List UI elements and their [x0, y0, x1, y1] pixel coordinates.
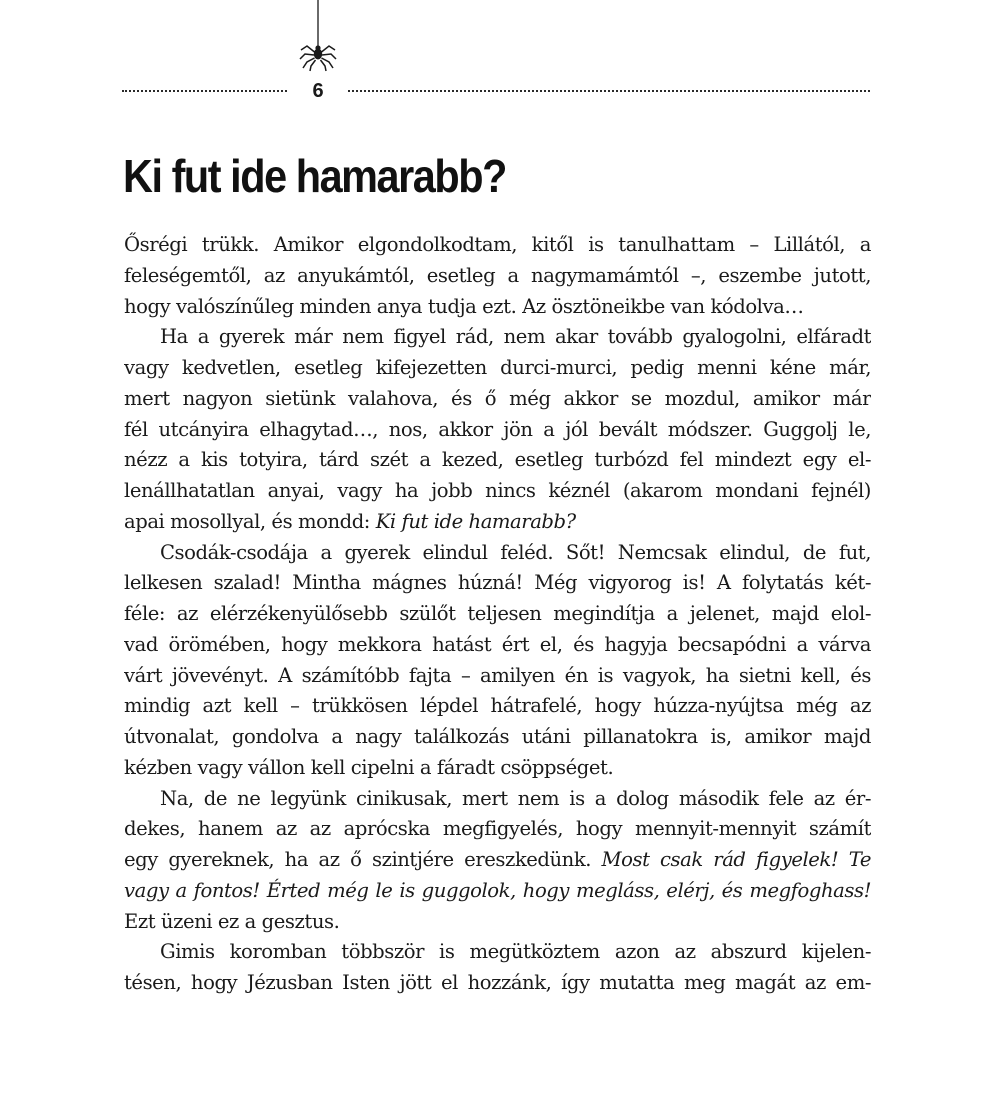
text-line: feleségemtől, az anyukámtól, esetleg a nagymamámtól –, eszembe jutott,	[124, 263, 871, 287]
text-line: Csodák-csodája a gyerek elindul feléd. Sőt! Nemcsak elindul, de fut,	[160, 540, 871, 564]
plain-text: egy gyereknek, ha az ő szintjére ereszkedünk.	[124, 848, 602, 871]
text-line: vad örömében, hogy mekkora hatást ért el, és hagyja becsapódni a várva	[124, 632, 871, 656]
text-line: fél utcányira elhagytad…, nos, akkor jön a jól bevált módszer. Guggolj le,	[124, 417, 871, 441]
text-line: kézben vagy vállon kell cipelni a fáradt csöppséget.	[124, 755, 614, 779]
italic-text: Ki fut ide hamarabb?	[375, 509, 576, 533]
chapter-title: Ki fut ide hamarabb?	[123, 150, 506, 202]
text-line: Na, de ne legyünk cinikusak, mert nem is a dolog második fele az ér-	[160, 786, 871, 810]
italic-text: vagy a fontos! Érted még le is guggolok, hogy megláss, elérj, és megfoghass!	[124, 878, 871, 902]
plain-text: apai mosollyal, és mondd:	[124, 509, 376, 533]
body-text	[124, 230, 871, 999]
text-line: vagy kedvetlen, esetleg kifejezetten durci-murci, pedig menni kéne már,	[124, 356, 871, 379]
page-number: 6	[312, 80, 324, 102]
text-line: lelkesen szalad! Mintha mágnes húzná! Még vigyorog is! A folytatás két-	[124, 571, 871, 595]
text-line	[124, 876, 871, 907]
page-header	[0, 0, 993, 110]
italic-text: Most csak rád figyelek! Te	[601, 848, 871, 871]
text-line	[124, 845, 871, 876]
text-line: várt jövevényt. A számítóbb fajta – amilyen én is vagyok, ha sietni kell, és	[124, 663, 871, 687]
header-rule-left	[122, 90, 287, 92]
text-line: Ha a gyerek már nem figyel rád, nem akar tovább gyalogolni, elfáradt	[160, 325, 871, 349]
text-line: féle: az elérzékenyülősebb szülőt teljesen megindítja a jelenet, majd elol-	[124, 602, 871, 625]
text-line: lenállhatatlan anyai, vagy ha jobb nincs kéznél (akarom mondani fejnél)	[124, 479, 871, 502]
text-line: útvonalat, gondolva a nagy találkozás utáni pillanatokra is, amikor majd	[124, 725, 871, 748]
text-line: Ezt üzeni ez a gesztus.	[124, 909, 340, 933]
text-line: Gimis koromban többször is megütköztem azon az abszurd kijelen-	[160, 940, 871, 964]
text-line: mert nagyon sietünk valahova, és ő még akkor se mozdul, amikor már	[124, 386, 871, 410]
text-line: tésen, hogy Jézusban Isten jött el hozzánk, így mutatta meg magát az em-	[124, 971, 871, 994]
text-line: Ősrégi trükk. Amikor elgondolkodtam, kitől is tanulhattam – Lillától, a	[124, 233, 871, 256]
spider-icon	[297, 0, 339, 72]
text-line: mindig azt kell – trükkösen lépdel hátrafelé, hogy húzza-nyújtsa még az	[124, 694, 871, 718]
text-line: hogy valószínűleg minden anya tudja ezt. Az ösztöneikbe van kódolva…	[124, 294, 804, 318]
header-rule-right	[348, 90, 870, 92]
text-line: nézz a kis totyira, tárd szét a kezed, esetleg turbózd fel mindezt egy el-	[124, 448, 871, 472]
text-line: dekes, hanem az az aprócska megfigyelés, hogy mennyit-mennyit számít	[124, 817, 871, 841]
text-line	[124, 507, 871, 538]
